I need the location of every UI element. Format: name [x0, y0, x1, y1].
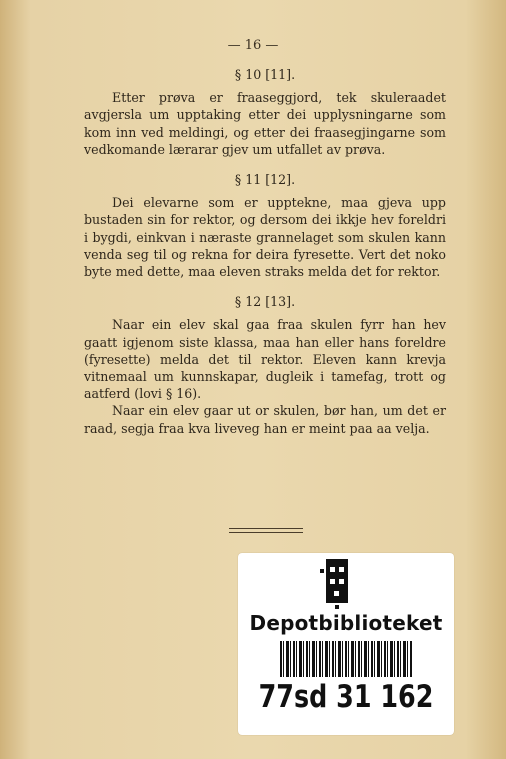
end-rule-bottom — [229, 532, 303, 533]
library-label — [238, 553, 454, 735]
paragraph: Etter prøva er fraaseggjord, tek skuleraadet avgjersla um upptaking etter dei upplysningarne som kom inn ved meldingi, og etter dei fraasegjingarne som vedkomande lærarar gjev um utfallet av prøva. — [84, 90, 446, 157]
section-12 — [84, 293, 446, 437]
section-heading: § 11 [12]. — [234, 172, 296, 188]
barcode-icon — [280, 641, 412, 677]
library-name: Depotbiblioteket — [249, 611, 443, 635]
section-heading: § 10 [11]. — [234, 67, 296, 82]
library-code: 77sd 31 162 — [258, 679, 434, 715]
page-number: — 16 — — [227, 38, 279, 53]
end-rule-top — [229, 528, 303, 529]
section-11 — [84, 171, 446, 280]
paragraph: Naar ein elev skal gaa fraa skulen fyrr han hev gaatt igjenom siste klassa, maa han eller hans foreldre (fyresette) melda det til rektor. Eleven kann krevja vitnemaal um kunnskapar, dugleik i tamefag, trott og aatferd (lovi § 16). — [84, 317, 446, 402]
section-heading: § 12 [13]. — [234, 294, 296, 310]
section-10 — [84, 66, 446, 158]
body-text — [84, 66, 446, 437]
paragraph: Dei elevarne som er upptekne, maa gjeva upp bustaden sin for rektor, og dersom dei ikkje hev foreldri i bygdi, einkvan i næraste grannelaget som skulen kann venda seg til og rekna for deira fyresette. Vert det noko byte med dette, maa eleven straks melda det for rektor. — [84, 195, 446, 280]
paragraph: Naar ein elev gaar ut or skulen, bør han, um det er raad, segja fraa kva liveveg han er meint paa aa velja. — [84, 403, 446, 436]
